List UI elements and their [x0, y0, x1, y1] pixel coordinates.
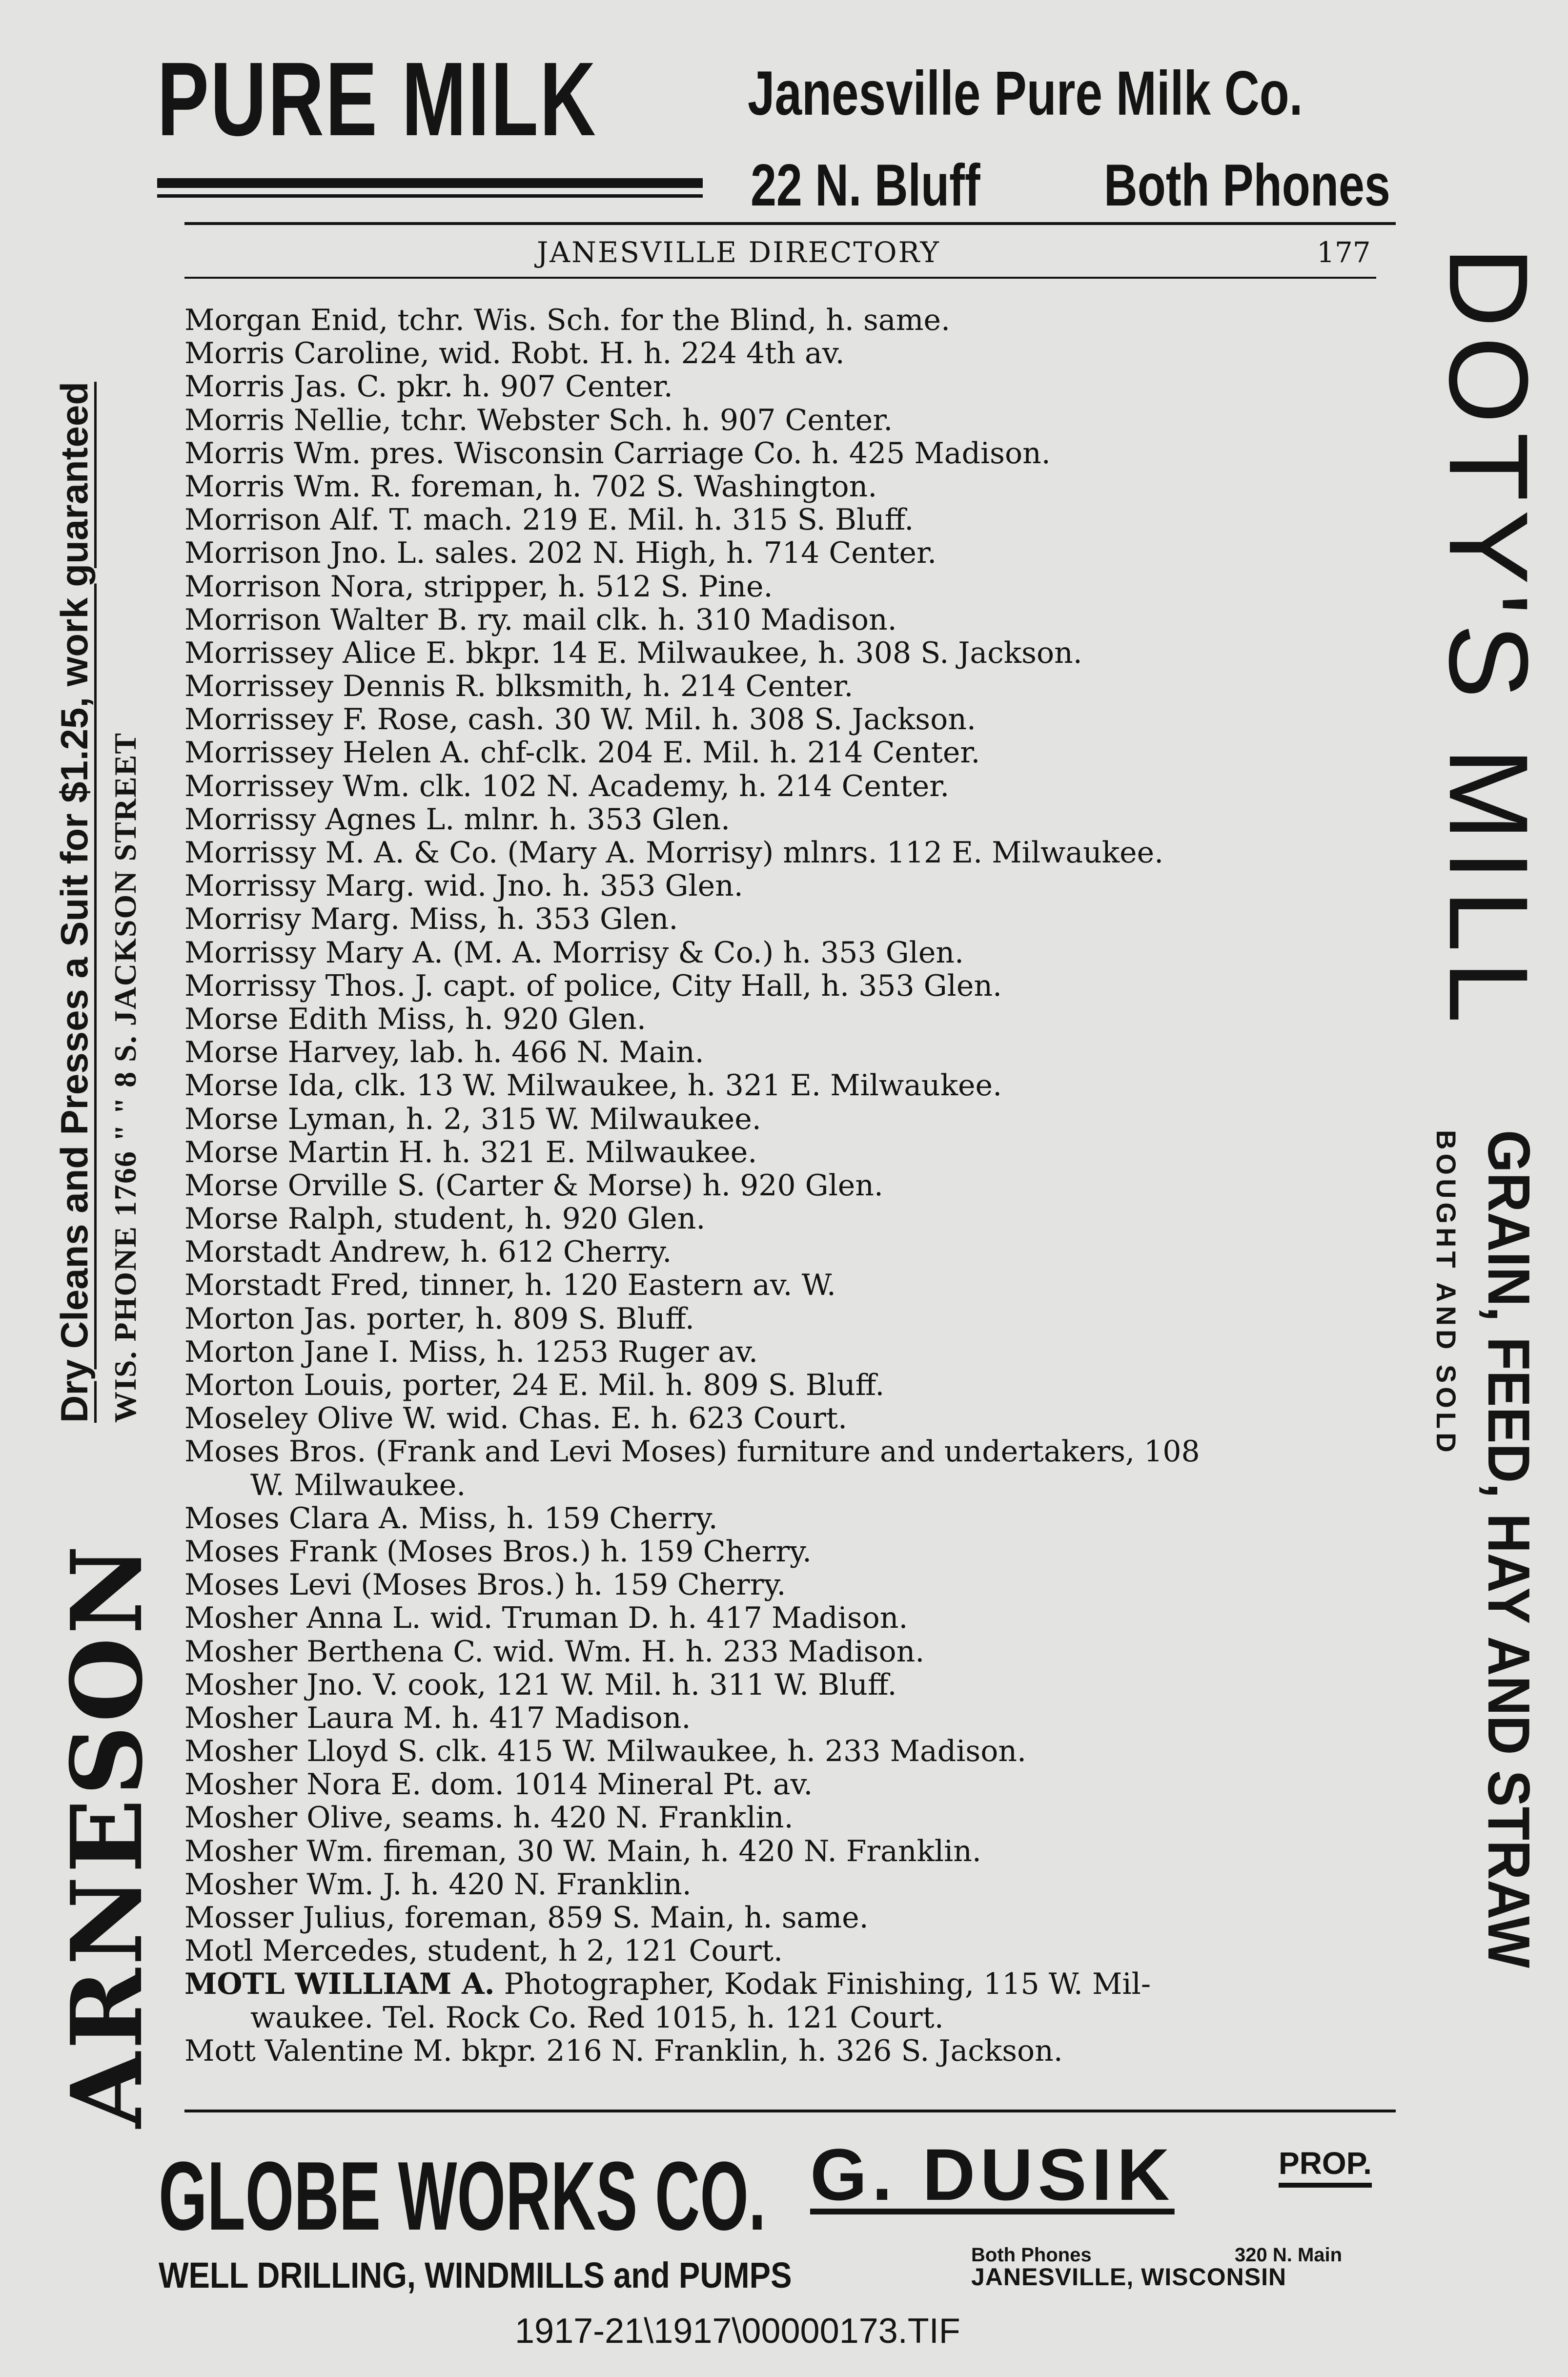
entry-text: Moseley Olive W. wid. Chas. E. h. 623 Court. — [184, 1401, 848, 1436]
directory-entry — [184, 1868, 1385, 1901]
directory-entry — [184, 1335, 1385, 1369]
directory-entry — [184, 603, 1385, 636]
directory-entry — [184, 1768, 1385, 1801]
directory-entry — [184, 1003, 1385, 1036]
directory-entry — [184, 1136, 1385, 1169]
entry-text: Morrison Nora, stripper, h. 512 S. Pine. — [184, 569, 773, 604]
directory-entry-continuation — [184, 1469, 1385, 1502]
milk-company-address: 22 N. Bluff — [751, 152, 980, 218]
entry-text: Morse Harvey, lab. h. 466 N. Main. — [184, 1035, 704, 1070]
directory-entry — [184, 1735, 1385, 1768]
directory-entry — [184, 370, 1385, 403]
entry-text: Morrison Walter B. ry. mail clk. h. 310 Madison. — [184, 602, 897, 637]
entry-text: Morrissey F. Rose, cash. 30 W. Mil. h. 308 S. Jackson. — [184, 702, 976, 737]
entry-text: Morrissy Mary A. (M. A. Morrisy & Co.) h. 353 Glen. — [184, 935, 964, 970]
page-title: JANESVILLE DIRECTORY — [537, 236, 940, 269]
entry-text: Morrissey Dennis R. blksmith, h. 214 Center. — [184, 669, 854, 704]
directory-entries — [184, 304, 1385, 2068]
directory-entry — [184, 1036, 1385, 1069]
directory-entry — [184, 570, 1385, 603]
entry-text: Morris Caroline, wid. Robt. H. h. 224 4th av. — [184, 336, 845, 371]
directory-entry — [184, 1934, 1385, 1967]
entry-text: Morse Edith Miss, h. 920 Glen. — [184, 1002, 646, 1036]
dotys-tagline: BOUGHT AND SOLD — [1431, 1130, 1462, 1456]
entry-text: Morstadt Andrew, h. 612 Cherry. — [184, 1235, 672, 1270]
directory-entry — [184, 1801, 1385, 1834]
entry-text: Morse Ralph, student, h. 920 Glen. — [184, 1202, 706, 1236]
header-divider — [184, 222, 1396, 225]
directory-entry — [184, 770, 1385, 803]
directory-entry — [184, 1701, 1385, 1735]
entry-text: W. Milwaukee. — [250, 1468, 466, 1502]
directory-entry — [184, 1103, 1385, 1136]
running-head-rule — [184, 277, 1376, 279]
dotys-products: GRAIN, FEED, HAY AND STRAW — [1476, 1130, 1542, 1968]
directory-entry — [184, 1668, 1385, 1701]
entry-text: Morrissy Thos. J. capt. of police, City Hall, h. 353 Glen. — [184, 968, 1002, 1003]
directory-entry — [184, 736, 1385, 769]
globe-works-services: WELL DRILLING, WINDMILLS and PUMPS — [159, 2255, 792, 2295]
directory-entry — [184, 1302, 1385, 1335]
prop-label: PROP. — [1279, 2148, 1372, 2188]
directory-entry — [184, 936, 1385, 969]
directory-entry — [184, 1967, 1385, 2001]
entry-text: Mosher Nora E. dom. 1014 Mineral Pt. av. — [184, 1767, 813, 1802]
globe-works-name: GLOBE WORKS CO. — [159, 2142, 766, 2251]
entry-text: Morris Wm. R. foreman, h. 702 S. Washington. — [184, 469, 877, 504]
globe-works-city: JANESVILLE, WISCONSIN — [971, 2263, 1287, 2291]
arneson-phone-address: WIS. PHONE 1766 " " 8 S. JACKSON STREET — [108, 732, 143, 1423]
milk-company-phones: Both Phones — [1104, 152, 1390, 218]
directory-entry — [184, 969, 1385, 1003]
entry-text: Photographer, Kodak Finishing, 115 W. Mil- — [494, 1967, 1151, 2002]
entry-text: Moses Levi (Moses Bros.) h. 159 Cherry. — [184, 1568, 786, 1602]
entry-text: Mosher Anna L. wid. Truman D. h. 417 Madison. — [184, 1601, 908, 1636]
entry-text: Moses Bros. (Frank and Levi Moses) furniture and undertakers, 108 — [184, 1434, 1200, 1469]
entry-text: Morrissey Alice E. bkpr. 14 E. Milwaukee, h. 308 S. Jackson. — [184, 635, 1082, 670]
entry-text: Morton Jas. porter, h. 809 S. Bluff. — [184, 1301, 694, 1336]
directory-entry — [184, 304, 1385, 337]
directory-entry — [184, 1901, 1385, 1934]
entry-text: Morrissey Helen A. chf-clk. 204 E. Mil. h. 214 Center. — [184, 736, 980, 770]
directory-entry — [184, 703, 1385, 736]
entry-text: Mosher Wm. J. h. 420 N. Franklin. — [184, 1867, 692, 1902]
dotys-mill-ad — [1388, 246, 1549, 2174]
directory-entry — [184, 1369, 1385, 1402]
directory-entry — [184, 1568, 1385, 1601]
entry-text: Moses Clara A. Miss, h. 159 Cherry. — [184, 1501, 718, 1536]
directory-entry — [184, 1435, 1385, 1468]
directory-entry — [184, 1502, 1385, 1535]
directory-entry — [184, 470, 1385, 503]
entry-text: Morse Orville S. (Carter & Morse) h. 920 Glen. — [184, 1168, 884, 1203]
entry-text: Mosher Jno. V. cook, 121 W. Mil. h. 311 W. Bluff. — [184, 1667, 897, 1702]
entry-text: Morrisy Marg. Miss, h. 353 Glen. — [184, 902, 678, 937]
entry-text: Mosher Berthena C. wid. Wm. H. h. 233 Madison. — [184, 1634, 925, 1669]
directory-entry — [184, 636, 1385, 670]
directory-entry — [184, 869, 1385, 902]
page-number: 177 — [1317, 236, 1371, 269]
footer-divider — [184, 2110, 1396, 2112]
milk-company-name: Janesville Pure Milk Co. — [748, 59, 1303, 128]
entry-text: Morris Wm. pres. Wisconsin Carriage Co. h. 425 Madison. — [184, 436, 1051, 471]
entry-text: Morrison Alf. T. mach. 219 E. Mil. h. 315 S. Bluff. — [184, 503, 914, 537]
entry-text: Mott Valentine M. bkpr. 216 N. Franklin, h. 326 S. Jackson. — [184, 2033, 1063, 2068]
arneson-slogan: Dry Cleans and Presses a Suit for $1.25, work guaranteed — [53, 382, 96, 1423]
directory-entry — [184, 536, 1385, 570]
entry-text: Morton Louis, porter, 24 E. Mil. h. 809 S. Bluff. — [184, 1368, 885, 1402]
directory-entry — [184, 437, 1385, 470]
directory-entry — [184, 836, 1385, 869]
entry-text: Morrissey Wm. clk. 102 N. Academy, h. 214 Center. — [184, 769, 950, 803]
directory-entry — [184, 902, 1385, 936]
arneson-name: ARNESON — [50, 1542, 164, 2128]
globe-works-address: 320 N. Main — [1235, 2244, 1343, 2266]
directory-entry — [184, 803, 1385, 836]
entry-text: Morrissy Marg. wid. Jno. h. 353 Glen. — [184, 869, 743, 903]
entry-text: Mosher Wm. fireman, 30 W. Main, h. 420 N. Franklin. — [184, 1834, 981, 1868]
directory-entry — [184, 404, 1385, 437]
entry-text: Morris Nellie, tchr. Webster Sch. h. 907 Center. — [184, 403, 893, 437]
entry-text: Motl Mercedes, student, h 2, 121 Court. — [184, 1934, 783, 1968]
directory-entry — [184, 1069, 1385, 1102]
entry-text: Mosher Lloyd S. clk. 415 W. Milwaukee, h. 233 Madison. — [184, 1734, 1027, 1769]
globe-works-phones: Both Phones — [971, 2244, 1092, 2266]
top-ad-rule-thin — [157, 194, 703, 198]
entry-text: Morrison Jno. L. sales. 202 N. High, h. 714 Center. — [184, 536, 937, 571]
entry-text: Morrissy Agnes L. mlnr. h. 353 Glen. — [184, 802, 731, 837]
directory-entry — [184, 2034, 1385, 2068]
directory-entry — [184, 1535, 1385, 1568]
entry-text: Morse Lyman, h. 2, 315 W. Milwaukee. — [184, 1102, 761, 1136]
entry-text: Mosher Olive, seams. h. 420 N. Franklin. — [184, 1801, 794, 1835]
directory-entry — [184, 1402, 1385, 1435]
entry-text: Morse Ida, clk. 13 W. Milwaukee, h. 321 E. Milwaukee. — [184, 1068, 1002, 1103]
directory-entry — [184, 1202, 1385, 1235]
entry-bold-name: MOTL WILLIAM A. — [184, 1967, 495, 2002]
directory-entry — [184, 1169, 1385, 1202]
entry-text: waukee. Tel. Rock Co. Red 1015, h. 121 Court. — [250, 2000, 944, 2035]
pure-milk-headline: PURE MILK — [157, 40, 597, 158]
entry-text: Morton Jane I. Miss, h. 1253 Ruger av. — [184, 1334, 758, 1369]
entry-text: Mosher Laura M. h. 417 Madison. — [184, 1701, 691, 1735]
top-ad-rule — [157, 178, 703, 188]
directory-entry — [184, 1269, 1385, 1302]
entry-text: Morgan Enid, tchr. Wis. Sch. for the Blind, h. same. — [184, 303, 951, 337]
directory-entry — [184, 1835, 1385, 1868]
entry-text: Mosser Julius, foreman, 859 S. Main, h. same. — [184, 1901, 869, 1935]
dotys-mill-name: DOTY'S MILL — [1426, 246, 1551, 1032]
arneson-ad — [29, 176, 176, 2128]
directory-entry-continuation — [184, 2001, 1385, 2034]
directory-entry — [184, 1635, 1385, 1668]
directory-entry — [184, 337, 1385, 370]
entry-text: Morstadt Fred, tinner, h. 120 Eastern av. W. — [184, 1268, 836, 1303]
directory-entry — [184, 670, 1385, 703]
entry-text: Morse Martin H. h. 321 E. Milwaukee. — [184, 1135, 757, 1169]
directory-entry — [184, 503, 1385, 536]
directory-entry — [184, 1235, 1385, 1269]
entry-text: Morris Jas. C. pkr. h. 907 Center. — [184, 369, 673, 404]
directory-entry — [184, 1601, 1385, 1635]
entry-text: Morrissy M. A. & Co. (Mary A. Morrisy) mlnrs. 112 E. Milwaukee. — [184, 836, 1164, 870]
entry-text: Moses Frank (Moses Bros.) h. 159 Cherry. — [184, 1534, 812, 1569]
proprietor-name: G. DUSIK — [810, 2133, 1175, 2215]
file-name-caption: 1917-21\1917\00000173.TIF — [515, 2312, 960, 2351]
